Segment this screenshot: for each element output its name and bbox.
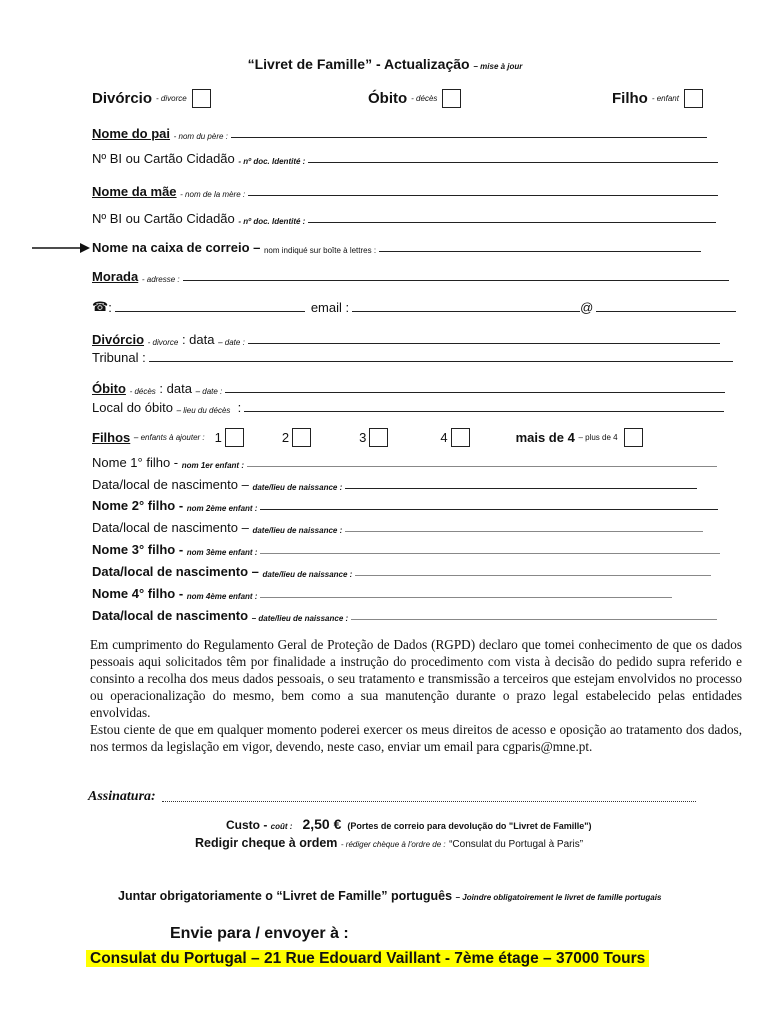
child-1-date-label: Data/local de nascimento – xyxy=(92,477,249,492)
cheque-fr: - rédiger chèque à l'ordre de : xyxy=(340,840,446,849)
caixa-label: Nome na caixa de correio – xyxy=(92,240,261,255)
caixa-fr: nom indiqué sur boîte à lettres : xyxy=(263,246,377,255)
filhos-mais-label: mais de 4 xyxy=(515,430,575,445)
obito-section-fr: - décès xyxy=(129,387,156,396)
phone-field[interactable] xyxy=(115,310,305,312)
bi-mae-field[interactable] xyxy=(308,221,716,223)
address-text: Consulat du Portugal – 21 Rue Edouard Vaillant - 7ème étage – 37000 Tours xyxy=(86,950,649,967)
child-4-date-label: Data/local de nascimento xyxy=(92,608,249,623)
nome-mae-row xyxy=(92,184,718,199)
option-filho-label: Filho xyxy=(612,90,648,107)
obito-section-label: Óbito xyxy=(92,381,126,396)
morada-field[interactable] xyxy=(183,279,729,281)
child-2-date-fr: date/lieu de naissance : xyxy=(252,526,343,535)
filhos-4-label: 4 xyxy=(440,430,448,445)
arrow-right-icon xyxy=(32,242,90,254)
div-section-data: : data xyxy=(181,332,215,347)
child-3-date-label: Data/local de nascimento – xyxy=(92,564,259,579)
custo-fr: coût : xyxy=(270,822,293,831)
filhos-3-label: 3 xyxy=(359,430,367,445)
morada-label: Morada xyxy=(92,269,139,284)
rgpd-paragraph-1: Em cumprimento do Regulamento Geral de Proteção de Dados (RGPD) declaro que tomei conhecimento de que os dados pessoais aqui solicitados têm por finalidade a instrução do procedimento com vista à decisão do pedido supra referido e consinto a recolha dos meus dados pessoais, o seu tratamento e transmissão a terceiros que estejam envolvidos no processo ou operacionalização do mesmo, bem como a sua manutenção durante o prazo legal estabelecido pelas entidades envolvidas. xyxy=(90,637,742,720)
juntar-label: Juntar obrigatoriamente o “Livret de Famille” português xyxy=(118,889,453,903)
rgpd-paragraph-2: Estou ciente de que em qualquer momento poderei exercer os meus direitos de acesso e oposição ao tratamento dos dados, nos termos da legislação em vigor, devendo, neste caso, enviar um email para cgparis@mne.pt. xyxy=(90,722,742,754)
div-section-row xyxy=(92,332,720,347)
bi-mae-row xyxy=(92,211,716,226)
child-3-name-field[interactable] xyxy=(260,552,720,554)
filhos-mais-fr: – plus de 4 xyxy=(578,433,618,442)
child-3-name-label: Nome 3° filho - xyxy=(92,542,184,557)
filhos-row xyxy=(92,428,643,447)
filhos-mais-checkbox[interactable] xyxy=(624,428,643,447)
custo-row xyxy=(226,816,592,832)
filhos-3-checkbox[interactable] xyxy=(369,428,388,447)
child-4-name-row xyxy=(92,586,672,601)
juntar-row xyxy=(118,889,661,903)
child-3-name-row xyxy=(92,542,720,557)
email-at: @ xyxy=(580,300,594,315)
div-section-label: Divórcio xyxy=(92,332,145,347)
child-3-date-field[interactable] xyxy=(355,574,711,576)
tribunal-label: Tribunal : xyxy=(92,350,146,365)
child-4-name-field[interactable] xyxy=(260,596,672,598)
obito-section-data-fr: – date : xyxy=(195,387,223,396)
phone-colon: : xyxy=(108,300,112,315)
assinatura-field[interactable] xyxy=(162,801,696,802)
child-4-date-row xyxy=(92,608,717,623)
bi-pai-row xyxy=(92,151,718,166)
child-4-date-field[interactable] xyxy=(351,618,717,620)
obito-section-row xyxy=(92,381,725,396)
custo-note: (Portes de correio para devolução do "Livret de Famille") xyxy=(347,821,592,831)
child-2-name-fr: nom 2ème enfant : xyxy=(186,504,258,513)
filhos-2-checkbox[interactable] xyxy=(292,428,311,447)
child-3-date-fr: date/lieu de naissance : xyxy=(262,570,353,579)
option-obito xyxy=(368,89,461,108)
bi-mae-label: Nº BI ou Cartão Cidadão xyxy=(92,211,235,226)
obito-checkbox[interactable] xyxy=(442,89,461,108)
nome-pai-row xyxy=(92,126,707,141)
title-main: “Livret de Famille” - Actualização xyxy=(247,56,470,72)
nome-mae-fr: - nom de la mère : xyxy=(180,190,246,199)
juntar-fr: – Joindre obligatoirement le livret de famille portugais xyxy=(455,893,662,902)
child-3-date-row xyxy=(92,564,711,579)
contact-row xyxy=(92,299,736,315)
page-title xyxy=(0,56,770,72)
div-section-data-fr: – date : xyxy=(218,338,245,347)
filho-checkbox[interactable] xyxy=(684,89,703,108)
envie-label: Envie para / envoyer à : xyxy=(170,925,349,942)
child-1-name-row xyxy=(92,455,717,470)
cheque-payee: “Consulat du Portugal à Paris” xyxy=(449,839,584,850)
child-2-name-field[interactable] xyxy=(260,508,718,510)
tribunal-row xyxy=(92,350,733,365)
tribunal-field[interactable] xyxy=(149,360,733,362)
option-divorcio-fr: - divorce xyxy=(156,94,187,103)
filhos-2-label: 2 xyxy=(281,430,290,445)
bi-mae-fr: - nº doc. Identité : xyxy=(238,217,306,226)
child-2-date-field[interactable] xyxy=(345,530,703,532)
address-box xyxy=(86,950,649,968)
cheque-label: Redigir cheque à ordem xyxy=(195,836,338,850)
child-1-date-fr: date/lieu de naissance : xyxy=(252,483,343,492)
filhos-1-label: 1 xyxy=(214,430,222,445)
nome-pai-field[interactable] xyxy=(231,136,707,138)
assinatura-label: Assinatura: xyxy=(88,789,156,804)
child-4-name-label: Nome 4° filho - xyxy=(92,586,184,601)
local-obito-label: Local do óbito xyxy=(92,400,173,415)
option-filho-fr: - enfant xyxy=(651,94,679,103)
bi-pai-label: Nº BI ou Cartão Cidadão xyxy=(92,151,235,166)
obito-date-field[interactable] xyxy=(225,391,725,393)
email-domain-field[interactable] xyxy=(596,310,736,312)
local-obito-fr: – lieu du décès xyxy=(176,406,231,415)
cheque-row xyxy=(195,836,583,850)
filhos-label: Filhos xyxy=(92,430,131,445)
bi-pai-fr: - nº doc. Identité : xyxy=(238,157,306,166)
option-filho xyxy=(612,89,703,108)
custo-label: Custo - xyxy=(226,818,268,832)
option-divorcio xyxy=(92,89,211,108)
assinatura-row xyxy=(88,789,696,805)
morada-row xyxy=(92,269,729,284)
child-3-name-fr: nom 3ème enfant : xyxy=(186,548,258,557)
nome-mae-label: Nome da mãe xyxy=(92,184,177,199)
rgpd-text xyxy=(90,636,742,755)
child-2-name-row xyxy=(92,498,718,513)
title-sub: – mise à jour xyxy=(473,62,523,71)
nome-pai-fr: - nom du père : xyxy=(173,132,228,141)
obito-section-data: : data xyxy=(159,381,192,396)
option-obito-fr: - décès xyxy=(411,94,438,103)
child-1-date-field[interactable] xyxy=(345,487,697,489)
child-2-date-row xyxy=(92,520,703,535)
child-2-date-label: Data/local de nascimento – xyxy=(92,520,249,535)
morada-fr: - adresse : xyxy=(141,275,180,284)
divorcio-checkbox[interactable] xyxy=(192,89,211,108)
bi-pai-field[interactable] xyxy=(308,161,718,163)
custo-price: 2,50 € xyxy=(302,816,342,832)
email-user-field[interactable] xyxy=(352,310,580,312)
nome-pai-label: Nome do pai xyxy=(92,126,171,141)
local-obito-row xyxy=(92,400,724,415)
filhos-4-checkbox[interactable] xyxy=(451,428,470,447)
child-1-name-field[interactable] xyxy=(247,465,717,467)
caixa-row xyxy=(92,240,701,255)
div-date-field[interactable] xyxy=(248,342,720,344)
div-section-fr: - divorce xyxy=(147,338,179,347)
child-2-name-label: Nome 2° filho - xyxy=(92,498,184,513)
filhos-1-checkbox[interactable] xyxy=(225,428,244,447)
nome-mae-field[interactable] xyxy=(248,194,718,196)
option-divorcio-label: Divórcio xyxy=(92,90,153,107)
phone-icon: ☎ xyxy=(92,299,109,314)
child-4-date-fr: – date/lieu de naissance : xyxy=(251,614,349,623)
child-1-name-label: Nome 1° filho - xyxy=(92,455,179,470)
local-obito-colon: : xyxy=(237,400,242,415)
option-obito-label: Óbito xyxy=(368,90,408,107)
child-4-name-fr: nom 4ème enfant : xyxy=(186,592,258,601)
caixa-field[interactable] xyxy=(379,250,701,252)
email-label: email : xyxy=(310,300,350,315)
filhos-fr: – enfants à ajouter : xyxy=(133,433,205,442)
local-obito-field[interactable] xyxy=(244,410,724,412)
child-1-date-row xyxy=(92,477,697,492)
child-1-name-fr: nom 1er enfant : xyxy=(181,461,244,470)
